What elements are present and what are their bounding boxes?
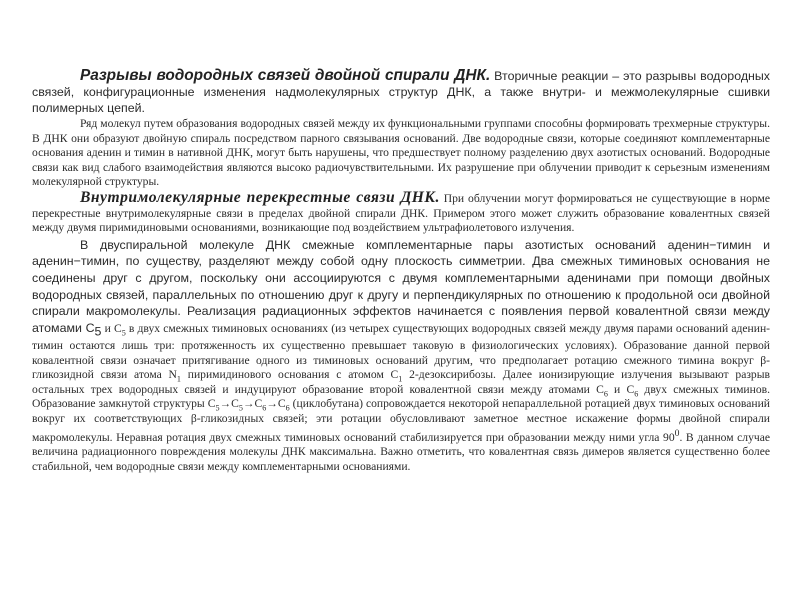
heading-hydrogen-bond-breaks: Разрывы водородных связей двойной спирали ДНК. [80,67,491,84]
paragraph-molecular-structures: Ряд молекул путем образования водородных связей между их функциональными группами способны формировать трехмерные структуры. В ДНК они образуют двойную спираль посредством парного связывания оснований. Две водородные связи, которые соединяют комплементарные основания аденин и тимин в нативной ДНК, могут быть нарушены, что предшествует полному разделению двух азотистых оснований. Водородные связи как вид слабого взаимодействия являются высоко радиочувствительными. Их разрушение при облучении приводит к серьезным изменениям молекулярной структуры. [32,117,770,189]
heading-intramolecular-crosslinks: Внутримолекулярные перекрестные связи ДНК. [80,188,440,206]
paragraph-hydrogen-bonds-text: Вторичные реакции – это разрывы водородных связей, конфигурационные изменения надмолекулярных структур ДНК, а также внутри- и межмолекулярные сшивки полимерных цепей. [32,69,770,115]
document-page [32,68,770,474]
paragraph-crosslinks-text: При облучении могут формироваться не существующие в норме перекрестные внутримолекулярные связи в пределах двойной спирали ДНК. Примером этого может служить образование ковалентных связей между двумя пиримидиновыми основаниями, возникающие под воздействием ультрафиолетового излучения. [32,191,770,235]
paragraph-hydrogen-bonds [32,68,770,116]
paragraph-thymine-dimers: В двуспиральной молекуле ДНК смежные комплементарные пары азотистых оснований аденин−тимин и аденин−тимин, по существу, разделяют между собой одну плоскость симметрии. Два смежных тиминовых основания не соединены друг с другом, поскольку они ассоциируются с двумя комплементарными аденинами при помощи двойных водородных связей, параллельных по отношению друг к другу и перпендикулярных по отношению к продольной оси двойной спирали макромолекулы. Реализация радиационных эффектов начинается с появления первой ковалентной связи между атомами $С_5$ и $С_5$ в двух смежных тиминовых основаниях (из четырех существующих водородных связей между двумя парами оснований аденин-тимин остаются лишь три: протяженность их существенно превышает таковую в физиологических условиях). Образование данной первой ковалентной связи означает притягивание одного из тиминовых оснований другим, что предполагает ротацию смежного тимина вокруг β-гликозидной связи атома $N_1$ пиримидинового основания с атомом $С_1$ 2-дезоксирибозы. Далее ионизирующие излучения вызывают разрыв остальных трех водородных связей и индуцируют образование второй ковалентной связи между атомами $С_6$ и $С_6$ двух смежных тиминов. Образование замкнутой структуры $С_5\to С_5\to С_6\to С_6$ (циклобутана) сопровождается некоторой непараллельной ротацией двух тиминовых оснований вокруг их соответствующих β-гликозидных связей; эти ротации обусловливают заметное местное искажение формы двойной спирали макромолекулы. Неравная ротация двух смежных тиминовых оснований стабилизируется при образовании между ними угла $90^0$. В данном случае величина радиационного повреждения молекулы ДНК максимальна. Важно отметить, что ковалентная связь димеров является существенно более стабильной, чем водородные связи между комплементарными основаниями. [32,237,771,473]
paragraph-crosslinks [32,188,770,236]
